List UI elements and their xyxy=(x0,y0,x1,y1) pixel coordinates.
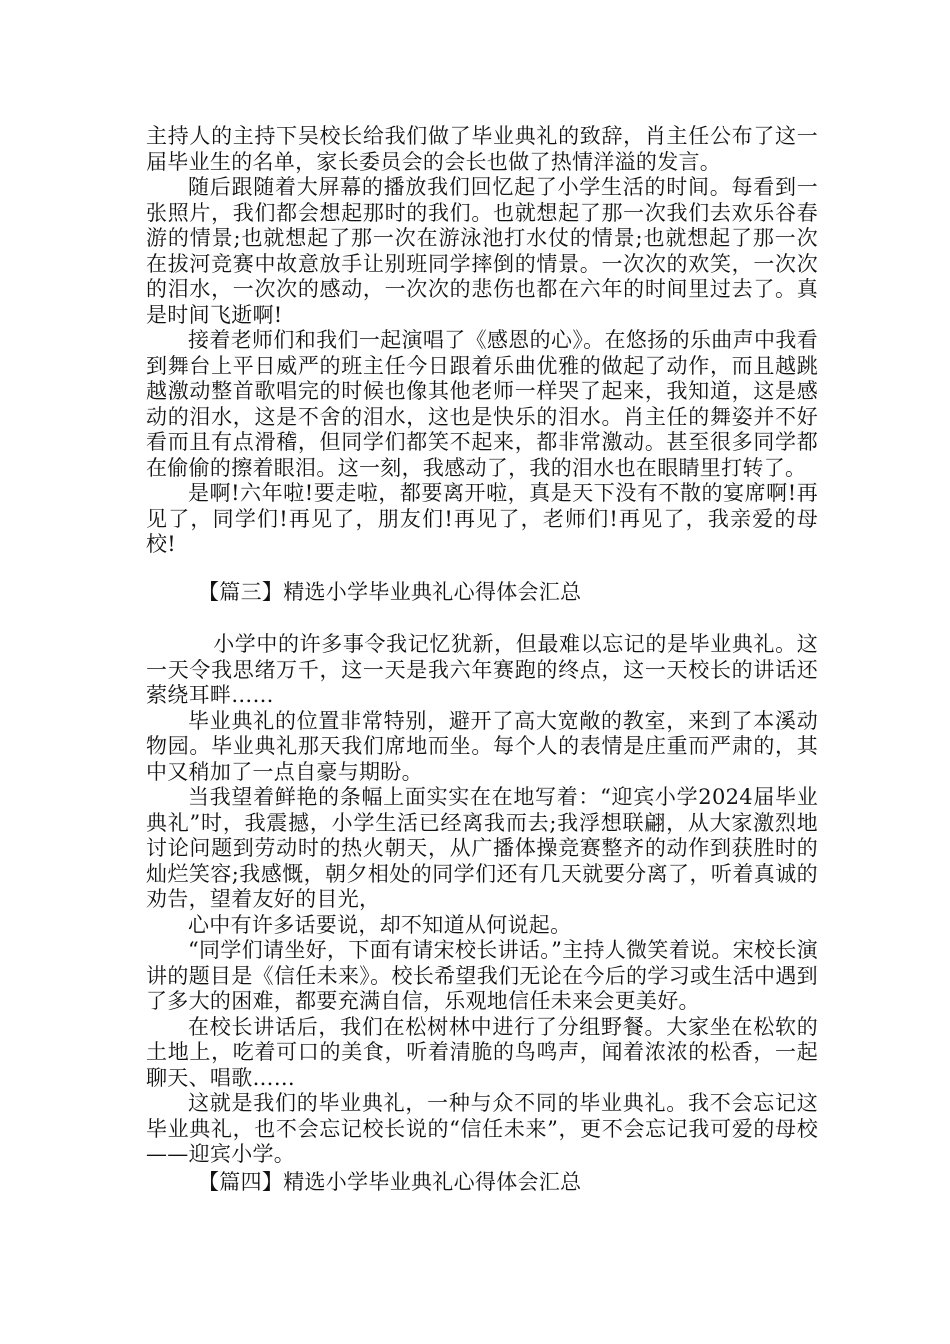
paragraph: 随后跟随着大屏幕的播放我们回忆起了小学生活的时间。每看到一张照片，我们都会想起那时的我们。也就想起了那一次我们去欢乐谷春游的情景;也就想起了那一次在游泳池打水仗的情景;也就想起了那一次在拔河竞赛中故意放手让别班同学摔倒的情景。一次次的欢笑，一次次的泪水，一次次的感动，一次次的悲伤也都在六年的时间里过去了。真是时间飞逝啊! xyxy=(146,175,818,327)
paragraph: 当我望着鲜艳的条幅上面实实在在地写着：“迎宾小学2024届毕业典礼”时，我震撼，小学生活已经离我而去;我浮想联翩，从大家激烈地讨论问题到劳动时的热火朝天，从广播体操竞赛整齐的动作到获胜时的灿烂笑容;我感慨，朝夕相处的同学们还有几天就要分离了，听着真诚的劝告，望着友好的目光， xyxy=(146,785,818,911)
paragraph-continued: 主持人的主持下吴校长给我们做了毕业典礼的致辞，肖主任公布了这一届毕业生的名单，家长委员会的会长也做了热情洋溢的发言。 xyxy=(146,124,818,174)
paragraph: 接着老师们和我们一起演唱了《感恩的心》。在悠扬的乐曲声中我看到舞台上平日威严的班主任今日跟着乐曲优雅的做起了动作，而且越跳越激动整首歌唱完的时候也像其他老师一样哭了起来，我知道，这是感动的泪水，这是不舍的泪水，这也是快乐的泪水。肖主任的舞姿并不好看而且有点滑稽，但同学们都笑不起来，都非常激动。甚至很多同学都在偷偷的擦着眼泪。这一刻，我感动了，我的泪水也在眼睛里打转了。 xyxy=(146,328,818,480)
paragraph: 小学中的许多事令我记忆犹新，但最难以忘记的是毕业典礼。这一天令我思绪万千，这一天是我六年赛跑的终点，这一天校长的讲话还萦绕耳畔…… xyxy=(146,632,818,707)
paragraph: 心中有许多话要说，却不知道从何说起。 xyxy=(188,912,572,937)
paragraph: 在校长讲话后，我们在松树林中进行了分组野餐。大家坐在松软的土地上，吃着可口的美食，听着清脆的鸟鸣声，闻着浓浓的松香，一起聊天、唱歌…… xyxy=(146,1014,818,1090)
paragraph: 是啊!六年啦!要走啦，都要离开啦，真是天下没有不散的宴席啊!再见了，同学们!再见了，朋友们!再见了，老师们!再见了，我亲爱的母校! xyxy=(146,481,818,556)
document-page xyxy=(146,124,818,1195)
paragraph: 毕业典礼的位置非常特别，避开了高大宽敞的教室，来到了本溪动物园。毕业典礼那天我们席地而坐。每个人的表情是庄重而严肃的，其中又稍加了一点自豪与期盼。 xyxy=(146,708,818,784)
paragraph: “同学们请坐好，下面有请宋校长讲话。”主持人微笑着说。宋校长演讲的题目是《信任未来》。校长希望我们无论在今后的学习或生活中遇到了多大的困难，都要充满自信，乐观地信任未来会更美好。 xyxy=(146,938,818,1013)
section-heading-3: 【篇三】精选小学毕业典礼心得体会汇总 xyxy=(198,579,582,604)
section-heading-4: 【篇四】精选小学毕业典礼心得体会汇总 xyxy=(198,1169,582,1194)
paragraph: 这就是我们的毕业典礼，一种与众不同的毕业典礼。我不会忘记这毕业典礼，也不会忘记校长说的“信任未来”，更不会忘记我可爱的母校——迎宾小学。 xyxy=(146,1091,818,1166)
